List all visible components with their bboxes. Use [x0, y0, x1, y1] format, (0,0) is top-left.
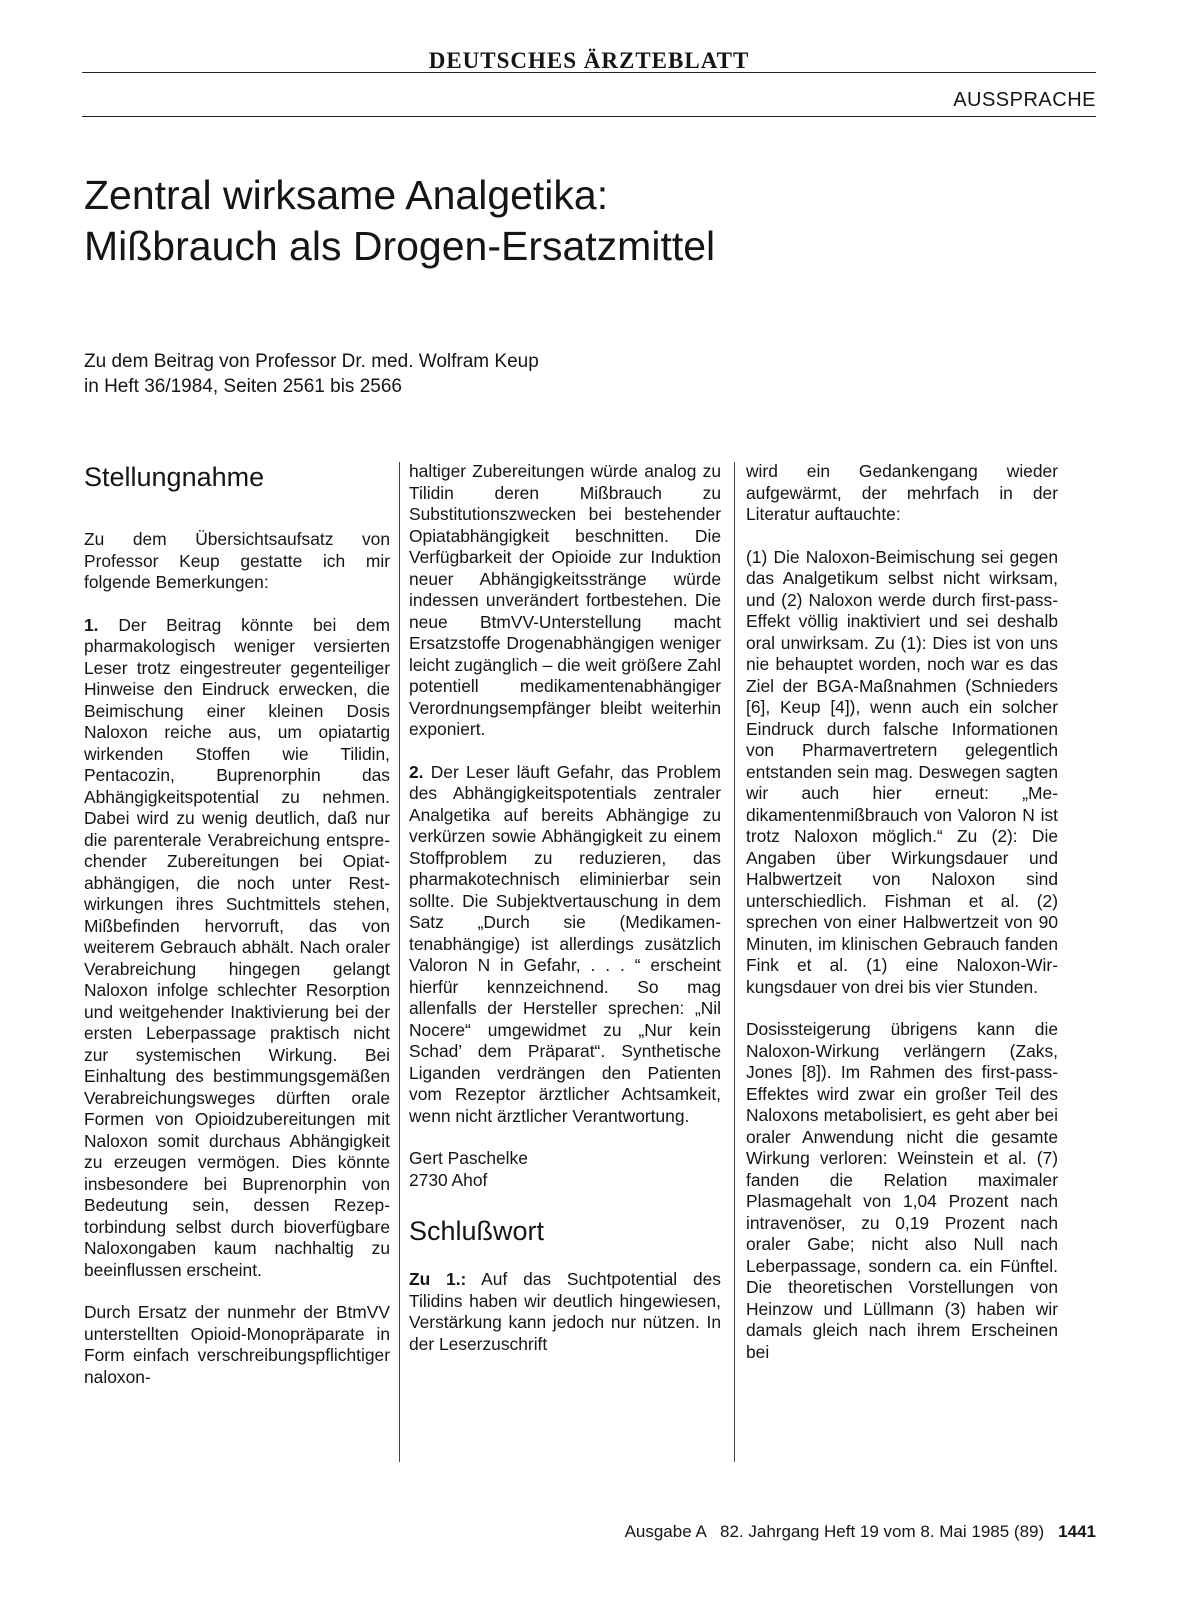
paragraph-numbered: [409, 762, 721, 1128]
section-heading-stellungnahme: Stellungnahme: [84, 462, 265, 492]
paragraph: haltiger Zubereitungen würde analog zu Tilidin deren Mißbrauch zu Substitutionszwecken bei bestehender Opiatabhängigkeit beschnitten. Die Verfügbarkeit der Opioide zur Induktion neuer Abhängigkeitsstränge würde indessen unverändert fortbestehen. Die neue BtmVV-Unterstellung macht Ersatzstoffe Drogenabhängigen weniger leicht zugänglich – die weit größere Zahl potentiell medikamentenabhängiger Verordnungsempfänger bleibt weiterhin exponiert.: [409, 461, 721, 739]
paragraph-number: 1.: [84, 614, 99, 635]
header-rule-top: [82, 72, 1096, 73]
signature-name: Gert Paschelke: [409, 1148, 528, 1168]
paragraph: Dosissteigerung übrigens kann die Naloxon-Wirkung verlängern (Zaks, Jones [8]). Im Rahmen des first-pass-Effektes wird zwar ein großer Teil des Naloxons metabolisiert, es geht aber bei oraler Anwendung nicht die gesamte Wirkung verloren: Weinstein et al. (7) fanden die Relation maximaler Plasmagehalt von 1,04 Prozent nach intravenöser, zu 0,19 Prozent nach oraler Gabe; nicht also Null nach Leberpassage, sondern ca. ein Fünftel. Die theoretischen Vorstellungen von Heinzow und Lüllmann (3) haben wir damals gleich nach ihrem Erscheinen bei: [746, 1019, 1058, 1362]
article-title: [84, 170, 884, 272]
journal-masthead: DEUTSCHES ÄRZTEBLATT: [428, 48, 750, 73]
column-divider: [399, 462, 400, 1462]
reference-line1: Zu dem Beitrag von Professor Dr. med. Wolfram Keup: [84, 351, 539, 372]
paragraph: Zu dem Übersichtsaufsatz von Professor Keup gestatte ich mir folgende Bemerkungen:: [84, 529, 390, 592]
header-rule-bottom: [82, 116, 1096, 117]
footer-citation: Ausgabe A 82. Jahrgang Heft 19 vom 8. Mai 1985 (89): [624, 1522, 1045, 1541]
paragraph-label: Zu 1.:: [409, 1269, 467, 1289]
paragraph-numbered: [84, 615, 390, 1282]
paragraph: wird ein Gedankengang wieder aufgewärmt, der mehrfach in der Literatur auftauchte:: [746, 461, 1058, 524]
article-title-line2: Mißbrauch als Drogen-Ersatzmittel: [84, 223, 716, 269]
article-title-line1: Zentral wirksame Analgetika:: [84, 172, 609, 218]
page-number: 1441: [1058, 1522, 1096, 1541]
signature: [409, 1148, 721, 1191]
text-column-2: [409, 461, 721, 1355]
paragraph: [409, 1269, 721, 1355]
text-column-1: [84, 461, 390, 1388]
section-label: AUSSPRACHE: [953, 89, 1096, 111]
column-divider: [734, 462, 735, 1462]
reference-line2: in Heft 36/1984, Seiten 2561 bis 2566: [84, 376, 402, 397]
signature-place: 2730 Ahof: [409, 1169, 488, 1190]
paragraph-text: Auf das Suchtpotential des Tilidins haben wir deutlich hingewiesen, Verstärkung kann jedoch nur nützen. In der Leserzuschrift: [409, 1269, 721, 1354]
text-column-3: [746, 461, 1058, 1363]
section-heading-schlusswort: Schlußwort: [409, 1216, 545, 1246]
article-reference: [84, 349, 684, 399]
paragraph-text: Der Leser läuft Gefahr, das Problem des Abhängigkeitspotentials zentraler Analgetika auf bereits Abhängige zu verkürzen sowie Abhängigkeit zu einem Stoffproblem zu reduzieren, das pharmakotechnisch eliminierbar sein sollte. Die Subjektvertauschung in dem Satz „Durch sie (Medikamentenabhängige) ist allerdings zusätzlich Valoron N in Gefahr, . . . “ erscheint hierfür kennzeichnend. So mag allenfalls der Hersteller sprechen: „Nil Nocere“ umgewidmet zu „Nur kein Schad’ dem Präparat“. Synthetische Liganden verdrängen den Patienten vom Rezeptor ärztlicher Achtsamkeit, wenn nicht ärztlicher Verantwortung.: [409, 761, 721, 1126]
paragraph: Durch Ersatz der nunmehr der BtmVV unterstellten Opioid-Monopräparate in Form einfach verschreibungspflichtiger naloxon-: [84, 1302, 390, 1387]
paragraph-text: Der Beitrag könnte bei dem pharmakologisch weniger versierten Leser trotz eingestreuter gegenteiliger Hinweise den Eindruck erwecken, die Beimischung einer kleinen Dosis Naloxon reiche aus, um opiatartig wirkenden Stoffen wie Tilidin, Pentacozin, Buprenorphin das Abhängigkeitspotential zu nehmen. Dabei wird zu wenig deutlich, daß nur die parenterale Verabreichung entsprechender Zubereitungen bei Opiatabhängigen, die noch unter Restwirkungen ihres Suchtmittels stehen, Mißbefinden hervorruft, das von weiterem Gebrauch abhält. Nach oraler Verabreichung hingegen gelangt Naloxon infolge schlechter Resorption und weitgehender Inaktivierung bei der ersten Leberpassage praktisch nicht zur systemischen Wirkung. Bei Einhaltung des bestimmungsgemäßen Verabreichungsweges dürften orale Formen von Opioidzubereitungen mit Naloxon somit durchaus Abhängigkeit zu erzeugen vermögen. Dies könnte insbesondere bei Buprenorphin von Bedeutung sein, dessen Rezeptorbindung selbst durch bioverfügbare Naloxongaben kaum nachhaltig zu beeinflussen erscheint.: [84, 614, 390, 1280]
paragraph: (1) Die Naloxon-Beimischung sei gegen das Analgetikum selbst nicht wirksam, und (2) Naloxon werde durch first-pass-Effekt völlig inaktiviert und sei deshalb oral unwirksam. Zu (1): Dies ist von uns nie behauptet worden, noch war es das Ziel der BGA-Maßnahmen (Schnieders [6], Keup [4]), wenn auch ein solcher Eindruck durch falsche Informationen von Pharmavertretern gelegentlich entstanden sein mag. Deswegen sagten wir auch hier erneut: „Medikamentenmißbrauch von Valoron N ist trotz Naloxon möglich.“ Zu (2): Die Angaben über Wirkungsdauer und Halbwertzeit von Naloxon sind unterschiedlich. Fishman et al. (2) sprechen von einer Halbwertzeit von 90 Minuten, im klinischen Gebrauch fanden Fink et al. (1) eine Naloxon-Wirkungsdauer von drei bis vier Stunden.: [746, 546, 1058, 997]
paragraph-number: 2.: [409, 761, 424, 782]
page-footer: [625, 1522, 1096, 1542]
